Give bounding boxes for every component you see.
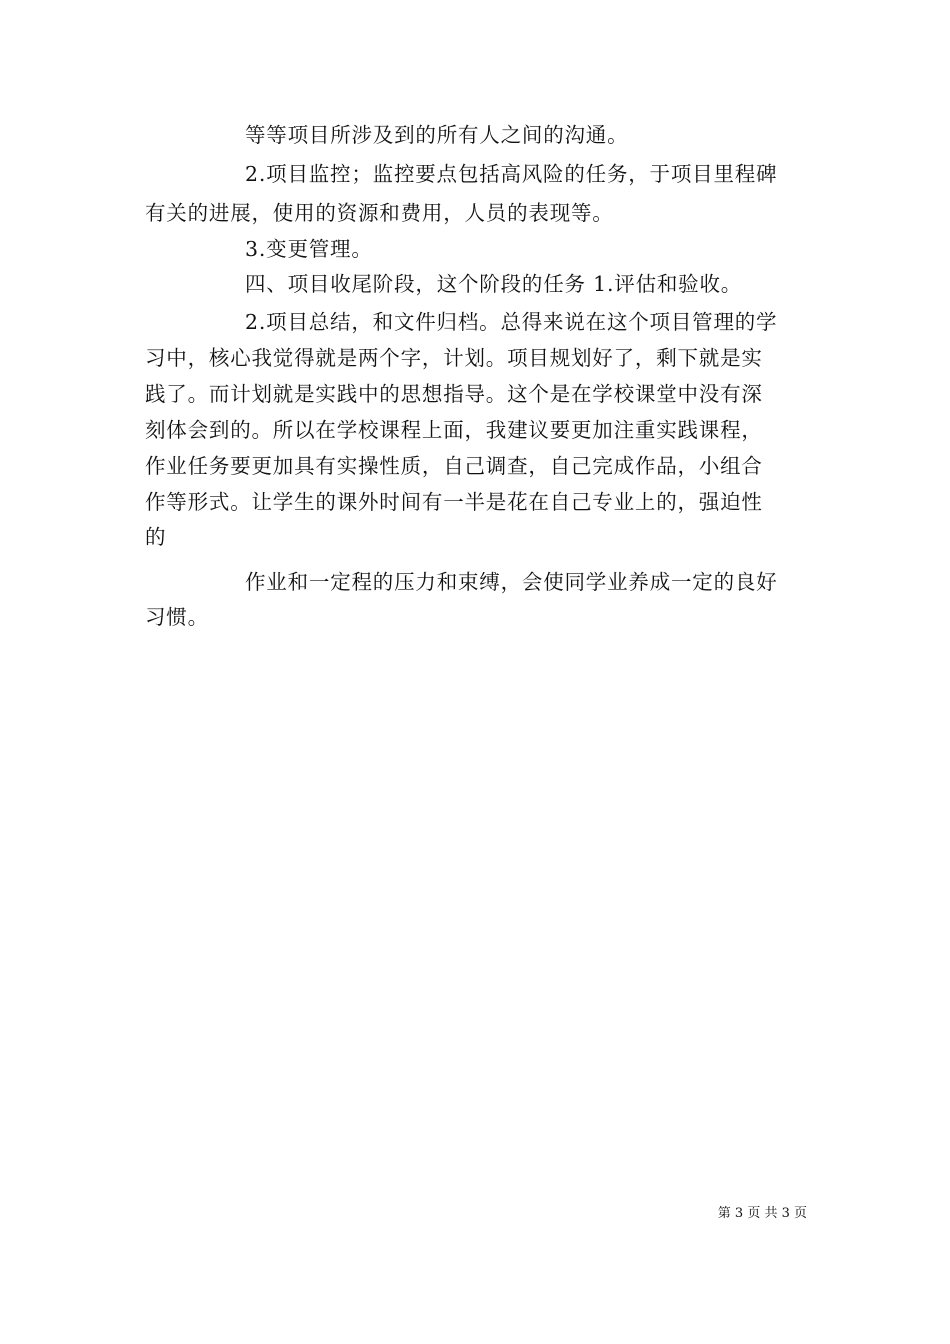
paragraph-line: 作业和一定程的压力和束缚，会使同学业养成一定的良好 xyxy=(245,570,778,594)
paragraph-line: 有关的进展，使用的资源和费用，人员的表现等。 xyxy=(145,201,614,225)
paragraph-line: 作业任务要更加具有实操性质，自己调查，自己完成作品，小组合 xyxy=(145,454,763,478)
paragraph-line: 2.项目总结，和文件归档。总得来说在这个项目管理的学 xyxy=(245,310,778,334)
paragraph-line: 四、项目收尾阶段，这个阶段的任务 1.评估和验收。 xyxy=(245,272,743,296)
paragraph-line: 等等项目所涉及到的所有人之间的沟通。 xyxy=(245,123,629,147)
paragraph-line: 3.变更管理。 xyxy=(245,237,373,261)
paragraph-line: 的 xyxy=(145,525,167,549)
page-number: 第 3 页 共 3 页 xyxy=(717,1206,807,1221)
paragraph-line: 2.项目监控；监控要点包括高风险的任务，于项目里程碑 xyxy=(245,162,778,186)
paragraph-line: 刻体会到的。所以在学校课程上面，我建议要更加注重实践课程， xyxy=(145,418,763,442)
paragraph-line: 作等形式。让学生的课外时间有一半是花在自己专业上的，强迫性 xyxy=(145,490,763,514)
paragraph-line: 习惯。 xyxy=(145,605,209,629)
paragraph-line: 习中，核心我觉得就是两个字，计划。项目规划好了，剩下就是实 xyxy=(145,346,763,370)
paragraph-line: 践了。而计划就是实践中的思想指导。这个是在学校课堂中没有深 xyxy=(145,382,763,406)
